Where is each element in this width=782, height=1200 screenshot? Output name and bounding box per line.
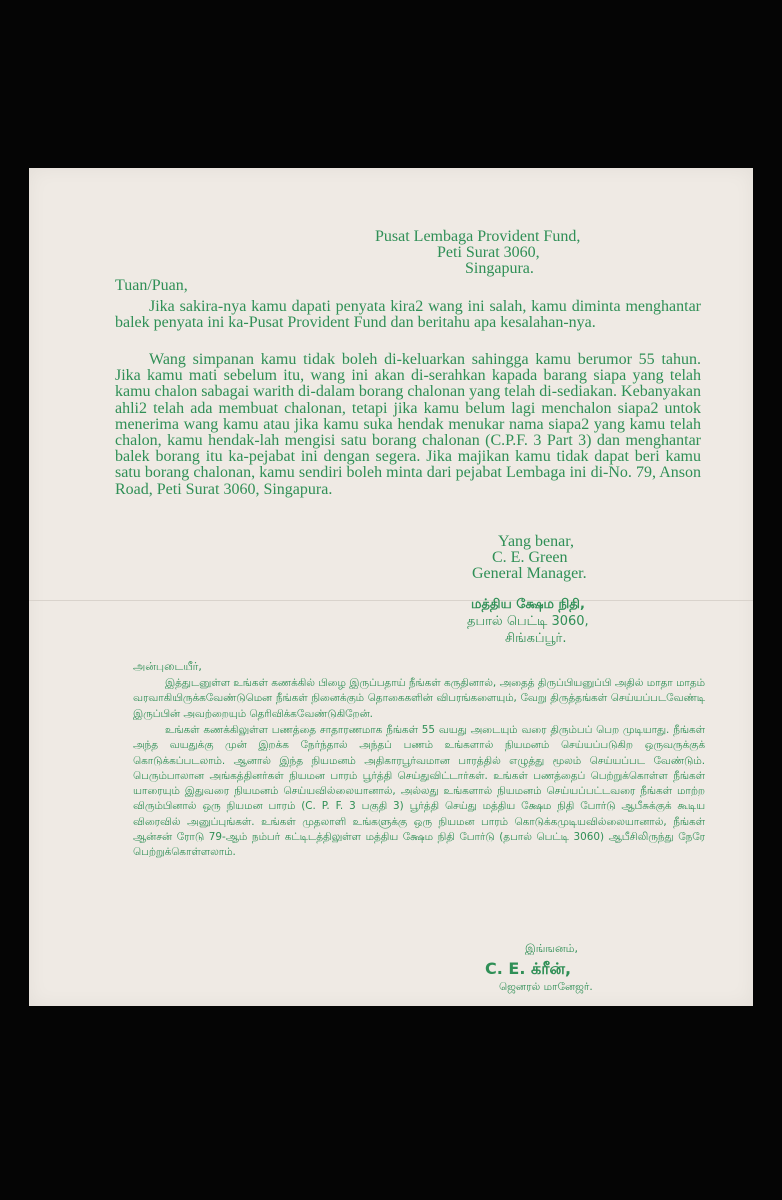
signatory-title: General Manager. [472, 565, 587, 582]
closing-line: Yang benar, [498, 533, 574, 550]
tamil-paragraph-2: உங்கள் கணக்கிலுள்ள பணத்தை சாதாரணமாக நீங்கள் 55 வயது அடையும் வரை திரும்பப் பெற முடியாது. நீங்கள் அந்த வயதுக்கு முன் இறக்க நேர்ந்தால் அந்தப் பணம் உங்களால் நியமனம் செய்யப்படுகிற ஒருவருக்குக் கொடுக்கப்படலாம். ஆனால் இந்த நியமனம் அதிகாரபூர்வமான பாரத்தில் எழுத்து மூலம் செய்யப்பட வேண்டும். பெரும்பாலான அங்கத்தினர்கள் நியமன பாரம் பூர்த்தி செய்துவிட்டார்கள். உங்கள் பணத்தைப் பெற்றுக்கொள்ள நீங்கள் யாரையும் இதுவரை நியமனம் செய்யவில்லையானால், அல்லது உங்களால் நியமனம் செய்யப்பட்டவரை நீங்கள் மாற்ற விரும்பினால் ஒரு நியமன பாரம் (C. P. F. 3 பகுதி 3) பூர்த்தி செய்து மத்திய க்ஷேம நிதி போர்டு ஆபீசுக்குக் கூடிய விரைவில் அனுப்புங்கள். உங்கள் முதலாளி உங்களுக்கு ஒரு நியமன பாரம் கொடுக்கமுடியவில்லையானால், நீங்கள் ஆன்சன் ரோடு 79-ஆம் நம்பர் கட்டிடத்திலுள்ள மத்திய க்ஷேம நிதி போர்டு (தபால் பெட்டி 3060) ஆபீசிலிருந்து நேரே பெற்றுக்கொள்ளலாம். [133, 724, 705, 859]
english-address-block [375, 229, 675, 277]
english-paragraph-1: Jika sakira-nya kamu dapati penyata kira2 wang ini salah, kamu diminta menghantar balek penyata ini ka-Pusat Provident Fund dan beritahu apa kesalahan-nya. [115, 298, 701, 332]
letter-sheet [29, 168, 753, 1006]
tamil-closing-line: இங்ஙனம், [525, 942, 578, 955]
tamil-signatory-title: ஜெனரல் மானேஜர். [499, 981, 593, 993]
tamil-address-line-2: தபால் பெட்டி 3060, [467, 614, 589, 629]
address-line-2: Peti Surat 3060, [437, 244, 540, 261]
address-line-1: Pusat Lembaga Provident Fund, [375, 228, 581, 245]
tamil-address-line-1: மத்திய க்ஷேம நிதி, [471, 597, 585, 612]
address-line-3: Singapura. [465, 260, 534, 277]
tamil-address-block [465, 596, 695, 647]
signatory-name: C. E. Green [492, 549, 568, 566]
english-salutation: Tuan/Puan, [115, 277, 188, 294]
tamil-address-line-3: சிங்கப்பூர். [505, 631, 567, 646]
tamil-salutation: அன்புடையீர், [133, 660, 202, 673]
english-signature-block [472, 534, 632, 582]
english-paragraph-2: Wang simpanan kamu tidak boleh di-keluarkan sahingga kamu berumor 55 tahun. Jika kamu mati sebelum itu, wang ini akan di-serahkan kapada barang siapa yang telah kamu chalon sabagai warith di-dalam borang chalonan yang telah di-sediakan. Kebanyakan ahli2 telah ada membuat chalonan, tetapi jika kamu belum lagi menchalon siapa2 untok menerima wang kamu atau jika kamu suka hendak menukar nama siapa2 yang kamu telah chalon, kamu hendak-lah mengisi satu borang chalonan (C.P.F. 3 Part 3) dan menghantar balek borang itu ka-pejabat ini dengan segera. Jika majikan kamu tidak dapat beri kamu satu borang chalonan, kamu sendiri boleh minta dari pejabat Lembaga ini di-No. 79, Anson Road, Peti Surat 3060, Singapura. [115, 351, 701, 498]
tamil-paragraph-1: இத்துடனுள்ள உங்கள் கணக்கில் பிழை இருப்பதாய் நீங்கள் கருதினால், அதைத் திருப்பியனுப்பி அதில் மாதா மாதம் வரவாகியிருக்கவேண்டுமென நீங்கள் நினைக்கும் தொகைகளின் விபரங்களையும், வேறு திருத்தங்கள் செய்யப்படவேண்டி இருப்பின் அவற்றையும் தெரிவிக்கவேண்டுகிறேன். [133, 677, 705, 720]
tamil-signature-block [475, 940, 655, 994]
tamil-signatory-name: C. E. க்ரீன், [485, 959, 572, 978]
